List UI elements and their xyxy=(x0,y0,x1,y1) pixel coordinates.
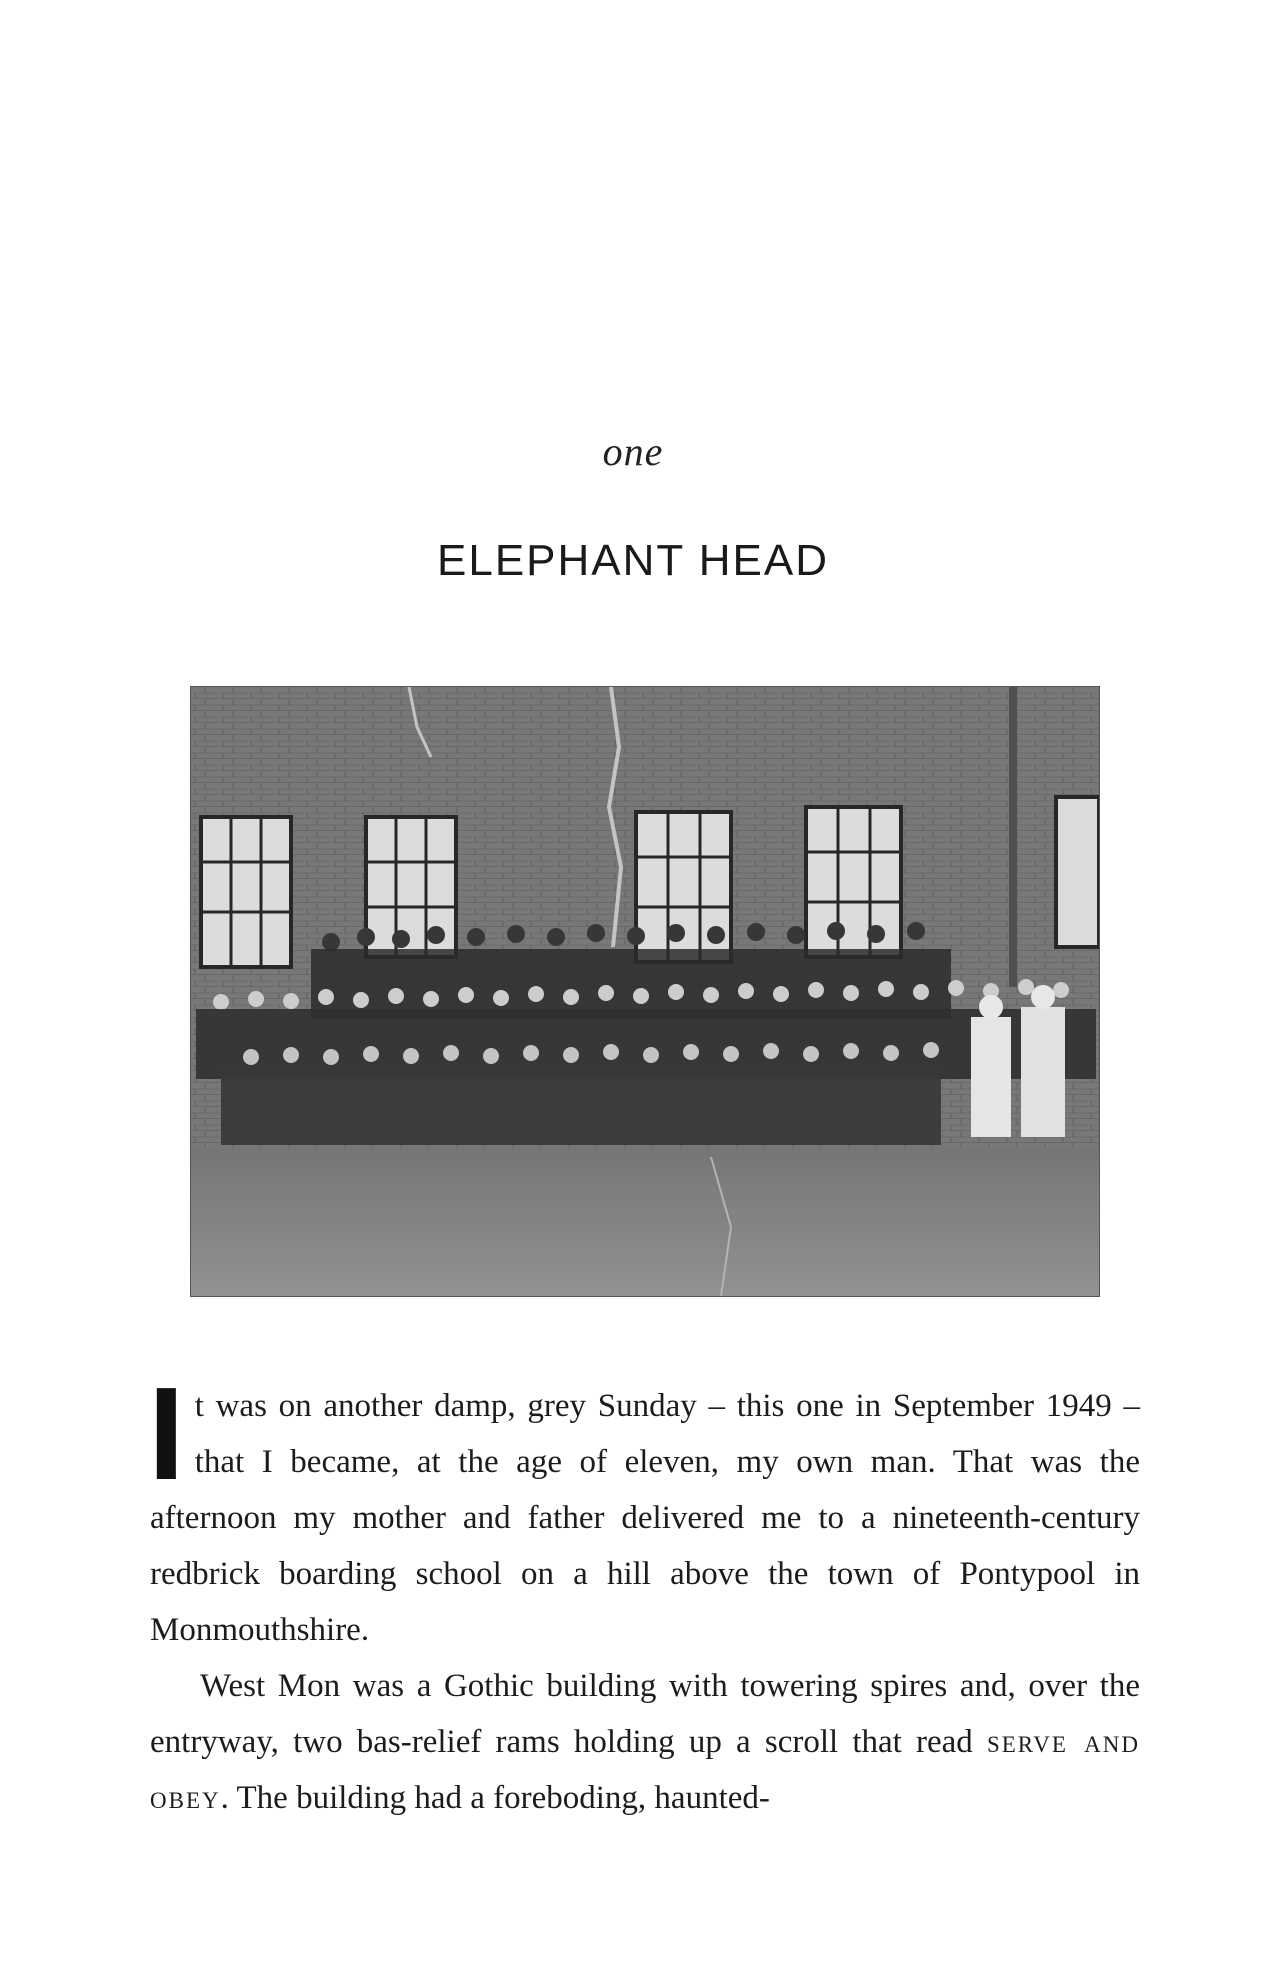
paragraph-2 xyxy=(150,1658,1140,1826)
paragraph-1 xyxy=(148,1360,1140,1658)
chapter-number: one xyxy=(602,429,664,474)
paragraph-2-text-after: . The building had a foreboding, haunted- xyxy=(220,1780,770,1816)
body-text xyxy=(148,1360,1140,1826)
school-group-photo xyxy=(190,686,1100,1297)
paragraph-1-text: t was on another damp, grey Sunday – this one in September 1949 – that I became, at the age of eleven, my own man. That was the afternoon my mother and father delivered me to a nineteenth-century redbrick boarding school on a hill above the town of Pontypool in Monmouthshire. xyxy=(150,1388,1140,1648)
paragraph-2-motto: serve and obey xyxy=(150,1724,1140,1816)
chapter-title: ELEPHANT HEAD xyxy=(437,536,829,585)
paragraph-2-text-before: West Mon was a Gothic building with towering spires and, over the entryway, two bas-relief rams holding up a scroll that read xyxy=(150,1668,1140,1760)
drop-cap: I xyxy=(148,1360,185,1507)
